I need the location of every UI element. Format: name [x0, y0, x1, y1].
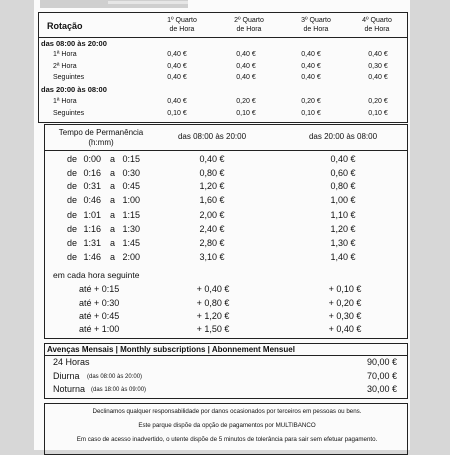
stay-row-a: a [110, 168, 116, 178]
rotation-col-1: 1º Quarto de Hora [167, 17, 197, 33]
rotation-day-row-1-label: 1ª Hora [53, 51, 77, 58]
stay-row-to: 1:15 [122, 210, 140, 220]
rotation-col-2: 2º Quarto de Hora [234, 17, 264, 33]
stay-row-a: a [110, 181, 116, 191]
rotation-night-row-1-v1: 0,40 € [167, 98, 187, 105]
rotation-day-row-2-v3: 0,40 € [301, 63, 321, 70]
rotation-day-row-3-v3: 0,40 € [301, 74, 321, 81]
notes-box [44, 403, 408, 455]
rotation-day-row-2-v1: 0,40 € [167, 63, 187, 70]
rotation-night-row-2-v3: 0,10 € [301, 110, 321, 117]
subscription-label: 24 Horas [53, 357, 90, 367]
subscription-price: 90,00 € [366, 357, 397, 367]
note-multibanco: Este parque dispõe da opção de pagamentos por MULTIBANCO [138, 422, 316, 429]
extra-row-label: até + 0:30 [79, 298, 120, 308]
rotation-day-row-1-v4: 0,40 € [368, 51, 388, 58]
stay-row-day-price: 2,40 € [199, 224, 225, 234]
rotation-night-header: das 20:00 às 08:00 [41, 85, 107, 94]
subscription-price: 30,00 € [366, 384, 397, 394]
rotation-day-row-2-v2: 0,40 € [236, 63, 256, 70]
extra-row-night-price: + 0,10 € [328, 284, 362, 294]
subscription-label: Noturna [53, 384, 86, 394]
rotation-day-row-2-v4: 0,30 € [368, 63, 388, 70]
subscription-hours-note: (das 18:00 às 09:00) [91, 387, 147, 393]
stay-row-a: a [110, 252, 116, 262]
each-hour-label: em cada hora seguinte [53, 270, 140, 280]
stay-row-night-price: 1,40 € [330, 252, 356, 262]
stay-row-day-price: 1,60 € [199, 195, 225, 205]
subscriptions-title: Avenças Mensais | Monthly subscriptions | Abonnement Mensuel [47, 345, 295, 354]
extra-row-day-price: + 0,40 € [196, 284, 230, 294]
stay-row-night-price: 1,00 € [330, 195, 356, 205]
extra-row-day-price: + 1,20 € [196, 311, 230, 321]
extra-row-night-price: + 0,40 € [328, 324, 362, 334]
note-liability: Declinamos qualquer responsabilidade por danos ocasionados por terceiros em pessoas ou bens. [92, 408, 362, 415]
stay-row-night-price: 1,30 € [330, 238, 356, 248]
stay-header-left: Tempo de Permanência (h:mm) [58, 128, 144, 147]
rotation-day-row-1-v2: 0,40 € [236, 51, 256, 58]
stay-row-night-price: 0,60 € [330, 168, 356, 178]
stay-row-from: 1:46 [83, 252, 101, 262]
extra-row-label: até + 0:15 [79, 284, 120, 294]
rotation-night-row-1-v4: 0,20 € [368, 98, 388, 105]
extra-row-label: até + 0:45 [79, 311, 120, 321]
subscription-price: 70,00 € [366, 371, 397, 381]
stay-table [44, 124, 408, 339]
rotation-night-row-1-v3: 0,20 € [301, 98, 321, 105]
extra-row-night-price: + 0,20 € [328, 298, 362, 308]
stay-row-to: 1:30 [122, 224, 140, 234]
stay-row-de: de [67, 210, 78, 220]
subscription-label: Diurna [53, 371, 80, 381]
stay-row-from: 0:31 [83, 181, 101, 191]
rotation-day-row-2-label: 2ª Hora [53, 63, 77, 70]
rotation-day-row-1-v3: 0,40 € [301, 51, 321, 58]
rotation-day-row-3-label: Seguintes [53, 74, 85, 81]
stay-row-de: de [67, 181, 78, 191]
rotation-night-row-2-v1: 0,10 € [167, 110, 187, 117]
stay-row-de: de [67, 154, 78, 164]
stay-row-night-price: 1,10 € [330, 210, 356, 220]
extra-row-day-price: + 0,80 € [196, 298, 230, 308]
stay-row-night-price: 0,40 € [330, 154, 356, 164]
stay-row-from: 0:16 [83, 168, 101, 178]
rotation-night-row-2-v4: 0,10 € [368, 110, 388, 117]
stay-header-day: das 08:00 às 20:00 [177, 132, 247, 141]
stay-row-de: de [67, 252, 78, 262]
stay-row-night-price: 1,20 € [330, 224, 356, 234]
stay-row-a: a [110, 238, 116, 248]
stay-row-day-price: 1,20 € [199, 181, 225, 191]
stay-row-from: 1:16 [83, 224, 101, 234]
stay-row-day-price: 3,10 € [199, 252, 225, 262]
rotation-night-row-1-v2: 0,20 € [236, 98, 256, 105]
extra-row-night-price: + 0,30 € [328, 311, 362, 321]
stay-row-from: 0:00 [83, 154, 101, 164]
stay-header-night: das 20:00 às 08:00 [308, 132, 378, 141]
rotation-col-4: 4º Quarto de Hora [362, 17, 392, 33]
stay-row-day-price: 2,00 € [199, 210, 225, 220]
stay-row-to: 2:00 [122, 252, 140, 262]
stay-row-de: de [67, 224, 78, 234]
stay-row-to: 0:15 [122, 154, 140, 164]
rotation-day-row-1-v1: 0,40 € [167, 51, 187, 58]
stay-row-night-price: 0,80 € [330, 181, 356, 191]
extra-row-label: até + 1:00 [79, 324, 120, 334]
rotation-night-row-2-v2: 0,10 € [236, 110, 256, 117]
rotation-col-3: 3º Quarto de Hora [301, 17, 331, 33]
stay-row-from: 1:31 [83, 238, 101, 248]
rotation-day-row-3-v2: 0,40 € [236, 74, 256, 81]
subscriptions-table [44, 343, 408, 399]
stay-row-de: de [67, 195, 78, 205]
note-tolerance: Em caso de acesso inadvertido, o utente dispõe de 5 minutos de tolerância para sair sem efetuar pagamento. [76, 436, 378, 443]
subscription-hours-note: (das 08:00 às 20:00) [87, 374, 143, 380]
rotation-day-header: das 08:00 às 20:00 [41, 39, 107, 48]
rotation-day-row-3-v1: 0,40 € [167, 74, 187, 81]
rotation-table [38, 12, 408, 123]
rotation-night-row-2-label: Seguintes [53, 110, 85, 117]
stay-row-from: 0:46 [83, 195, 101, 205]
rotation-title: Rotação [47, 21, 83, 31]
stay-row-a: a [110, 154, 116, 164]
stay-row-de: de [67, 238, 78, 248]
stay-row-to: 1:45 [122, 238, 140, 248]
rotation-night-row-1-label: 1ª Hora [53, 98, 77, 105]
stay-row-day-price: 2,80 € [199, 238, 225, 248]
stay-row-a: a [110, 224, 116, 234]
stay-row-de: de [67, 168, 78, 178]
stay-row-from: 1:01 [83, 210, 101, 220]
stay-row-a: a [110, 210, 116, 220]
stay-row-to: 0:45 [122, 181, 140, 191]
extra-row-day-price: + 1,50 € [196, 324, 230, 334]
stay-row-a: a [110, 195, 116, 205]
stay-row-to: 1:00 [122, 195, 140, 205]
rotation-day-row-3-v4: 0,40 € [368, 74, 388, 81]
stay-row-to: 0:30 [122, 168, 140, 178]
top-strip-detail [108, 1, 188, 4]
stay-row-day-price: 0,80 € [199, 168, 225, 178]
stay-row-day-price: 0,40 € [199, 154, 225, 164]
